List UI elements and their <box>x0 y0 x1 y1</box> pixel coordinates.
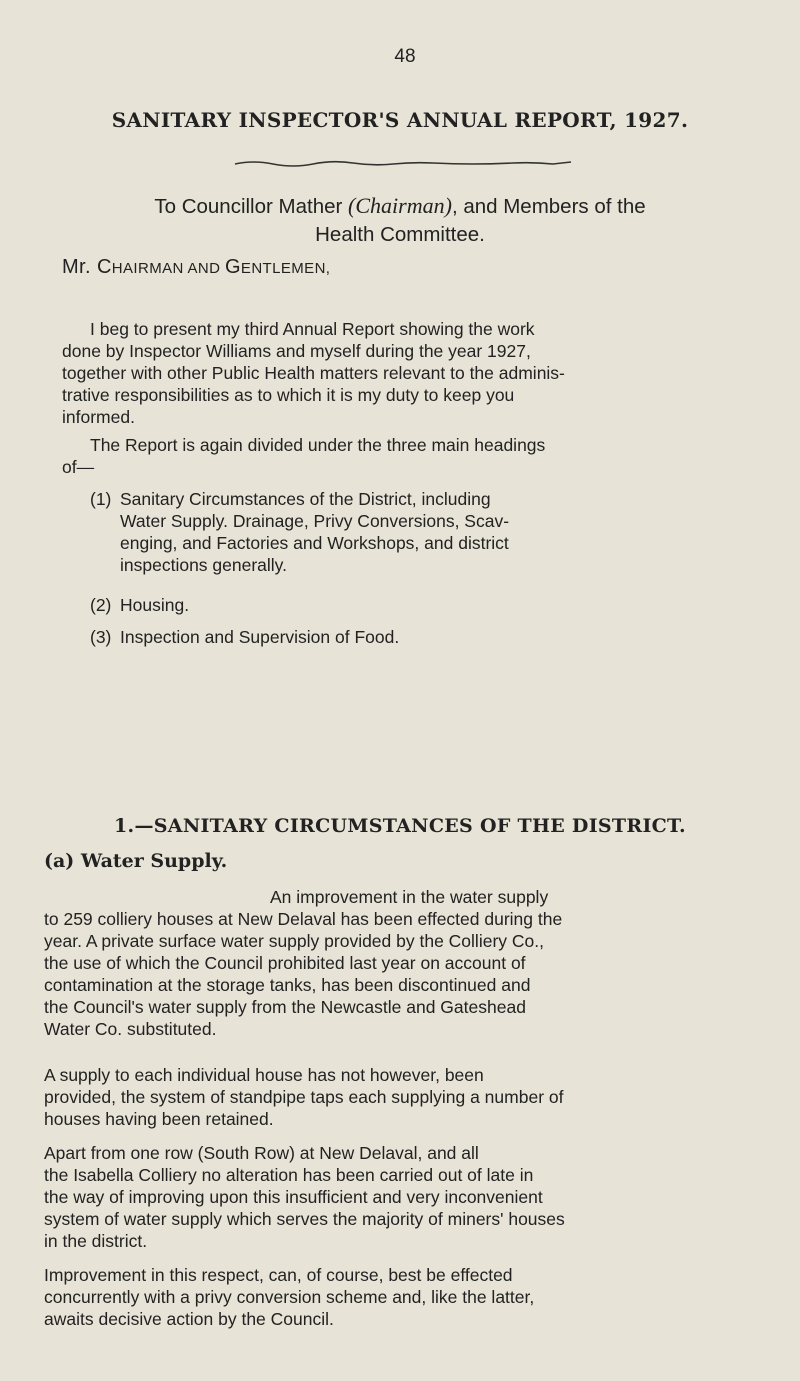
list-number: (1) <box>90 489 112 509</box>
text-line: inspections generally. <box>120 555 287 575</box>
text-line: I beg to present my third Annual Report showing the work <box>90 319 535 339</box>
water-supply-paragraph-1 <box>44 886 734 1040</box>
address-chairman: (Chairman) <box>348 193 452 218</box>
text-line: informed. <box>62 407 135 427</box>
text-line: Improvement in this respect, can, of course, best be effected <box>44 1265 513 1285</box>
text-line: Sanitary Circumstances of the District, including <box>120 489 491 509</box>
subsection-heading: (a) Water Supply. <box>44 850 228 872</box>
salutation-c: C <box>96 256 112 278</box>
text-line: awaits decisive action by the Council. <box>44 1309 334 1329</box>
salutation <box>62 256 330 279</box>
list-number: (3) <box>90 627 112 647</box>
text-line: to 259 colliery houses at New Delaval has been effected during the <box>44 909 563 929</box>
text-line: of— <box>62 457 95 477</box>
text-line: in the district. <box>44 1231 148 1251</box>
text-line: system of water supply which serves the majority of miners' houses <box>44 1209 565 1229</box>
address-prefix: To Councillor Mather <box>154 195 349 218</box>
text-line: the way of improving upon this insufficient and very inconvenient <box>44 1187 543 1207</box>
list-text <box>120 626 399 648</box>
list-item <box>90 488 750 578</box>
address-suffix: , and Members of the <box>451 195 646 218</box>
text-line: Housing. <box>120 595 190 615</box>
address-line-1 <box>44 192 756 221</box>
text-line: Water Co. substituted. <box>44 1019 217 1039</box>
salutation-g: G <box>224 256 241 278</box>
report-divided-paragraph <box>62 434 722 478</box>
text-line: houses having been retained. <box>44 1109 274 1129</box>
salutation-hairman: HAIRMAN AND <box>111 260 225 277</box>
water-supply-paragraph-3 <box>44 1142 734 1252</box>
list-text <box>120 594 189 616</box>
text-line: the Isabella Colliery no alteration has been carried out of late in <box>44 1165 534 1185</box>
list-text <box>120 488 509 576</box>
text-line: An improvement in the water supply <box>270 887 549 907</box>
text-line: done by Inspector Williams and myself during the year 1927, <box>62 341 531 361</box>
ornamental-rule <box>233 157 573 169</box>
page-number: 48 <box>394 46 416 67</box>
text-line: the use of which the Council prohibited last year on account of <box>44 953 526 973</box>
text-line: A supply to each individual house has not however, been <box>44 1065 484 1085</box>
text-line: concurrently with a privy conversion scheme and, like the latter, <box>44 1287 535 1307</box>
text-line: Inspection and Supervision of Food. <box>120 627 400 647</box>
list-item <box>90 594 750 618</box>
address-line-2: Health Committee. <box>315 223 485 246</box>
text-line: The Report is again divided under the three main headings <box>90 435 546 455</box>
water-supply-paragraph-2 <box>44 1064 734 1130</box>
text-line: Water Supply. Drainage, Privy Conversions, Scav- <box>120 511 510 531</box>
list-item <box>90 626 750 650</box>
report-title: SANITARY INSPECTOR'S ANNUAL REPORT, 1927. <box>111 108 689 132</box>
section-heading: 1.—SANITARY CIRCUMSTANCES OF THE DISTRICT. <box>114 815 686 837</box>
address-block <box>44 192 756 249</box>
text-line: together with other Public Health matters relevant to the adminis- <box>62 363 565 383</box>
text-line: the Council's water supply from the Newcastle and Gateshead <box>44 997 526 1017</box>
text-line: provided, the system of standpipe taps each supplying a number of <box>44 1087 564 1107</box>
text-line: year. A private surface water supply provided by the Colliery Co., <box>44 931 544 951</box>
list-number: (2) <box>90 595 112 615</box>
salutation-entlemen: ENTLEMEN, <box>240 260 331 277</box>
salutation-mr: Mr. <box>62 256 91 278</box>
intro-paragraph <box>62 318 722 428</box>
water-supply-paragraph-4 <box>44 1264 734 1330</box>
text-line: contamination at the storage tanks, has been discontinued and <box>44 975 531 995</box>
text-line: trative responsibilities as to which it is my duty to keep you <box>62 385 515 405</box>
text-line: enging, and Factories and Workshops, and district <box>120 533 509 553</box>
text-line: Apart from one row (South Row) at New Delaval, and all <box>44 1143 479 1163</box>
